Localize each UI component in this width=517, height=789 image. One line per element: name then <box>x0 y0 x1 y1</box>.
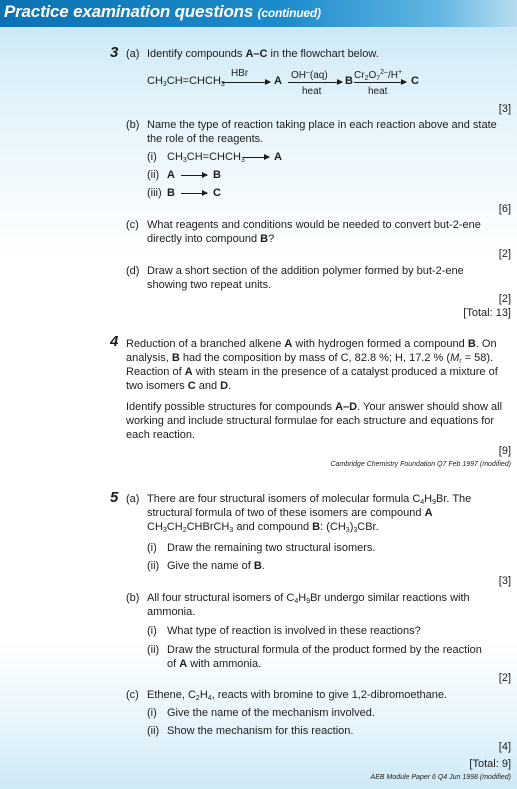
q5a-ii-label: (ii) <box>147 560 160 572</box>
q4-line4: two isomers C and D. <box>126 380 232 392</box>
q5a-line3: $CH_3CH_2CHBrCH_3$ and compound B: $(CH_3)_3CBr$. <box>147 521 379 534</box>
q3d-line1: Draw a short section of the addition polymer formed by but-2-ene <box>147 265 464 277</box>
question-4-number: 4 <box>110 333 119 350</box>
flow-condition-2: heat <box>302 86 322 97</box>
flow-product-b: B <box>345 75 353 87</box>
q3d-label: (d) <box>126 265 140 277</box>
q5b-ii-line1: Draw the structural formula of the product formed by the reaction <box>167 644 482 656</box>
q3b-line1: Name the type of reaction taking place in each reaction above and state <box>147 119 497 131</box>
q5b-line2: ammonia. <box>147 606 196 618</box>
q5a-label: (a) <box>126 493 140 505</box>
q3b-ii-to: B <box>213 169 221 181</box>
q3-total: [Total: 13] <box>463 307 511 319</box>
q4-source: Cambridge Chemistry Foundation Q7 Feb 1997 (modified) <box>330 461 511 468</box>
page-subtitle: (continued) <box>257 6 321 20</box>
q4-line3: Reaction of A with steam in the presence of a catalyst produced a mixture of <box>126 366 498 378</box>
q3b-ii-from: A <box>167 169 175 181</box>
question-3-number: 3 <box>110 44 119 61</box>
q5c-ii-text: Show the mechanism for this reaction. <box>167 725 354 737</box>
q3d-line2: showing two repeat units. <box>147 279 272 291</box>
q3c-line1: What reagents and conditions would be needed to convert but-2-ene <box>147 219 481 231</box>
q4-line2: analysis, B had the composition by mass of C, 82.8 %; H, 17.2 % $(M_r = 58)$. <box>126 352 494 365</box>
q5a-line2: structural formula of two of these isomers are compound A <box>147 507 433 519</box>
q5b-ii-label: (ii) <box>147 644 160 656</box>
question-5-number: 5 <box>110 489 119 506</box>
flow-arrow-3 <box>354 82 406 83</box>
page-title: Practice examination questions (continued) <box>4 2 321 21</box>
flow-start-compound: $CH_3CH=CHCH_3$ <box>147 75 225 88</box>
q5b-ii-line2: of A with ammonia. <box>167 658 262 670</box>
flow-product-c: C <box>411 75 419 87</box>
q5a-line1: There are four structural isomers of molecular formula $C_4H_9Br$. The <box>147 493 472 506</box>
q5a-i-text: Draw the remaining two structural isomers. <box>167 542 376 554</box>
q4-marks: [9] <box>498 445 511 457</box>
q5c-i-label: (i) <box>147 707 157 719</box>
q3b-i-product: A <box>274 151 282 163</box>
q4-line7: each reaction. <box>126 429 196 441</box>
flow-reagent-3: $Cr_2O_7^{2-}/H^+$ <box>354 69 403 82</box>
q4-line6: working and include structural formulae for each structure and equations for <box>126 415 495 427</box>
q5a-ii-text: Give the name of B. <box>167 560 265 572</box>
flow-arrow-1 <box>222 82 270 83</box>
q3d-marks: [2] <box>498 293 511 305</box>
flow-reagent-2: OH–(aq) <box>291 69 328 81</box>
q5a-i-label: (i) <box>147 542 157 554</box>
q4-line5: Identify possible structures for compounds A–D. Your answer should show all <box>126 401 503 413</box>
q3b-iii-arrow <box>181 193 207 194</box>
q5c-marks: [4] <box>498 741 511 753</box>
q3c-marks: [2] <box>498 248 511 260</box>
q5-total: [Total: 9] <box>469 758 511 770</box>
q3c-line2: directly into compound B? <box>147 233 275 245</box>
q3b-iii-from: B <box>167 187 175 199</box>
q3b-i-label: (i) <box>147 151 157 163</box>
q3b-line2: the role of the reagents. <box>147 133 264 145</box>
q5c-label: (c) <box>126 689 139 701</box>
q5b-marks: [2] <box>498 672 511 684</box>
flow-condition-3: heat <box>368 86 388 97</box>
q3b-iii-to: C <box>213 187 221 199</box>
q3b-ii-arrow <box>181 175 207 176</box>
q3a-text: Identify compounds A–C in the flowchart below. <box>147 48 379 60</box>
q3b-i-reactant: $CH_3CH=CHCH_3$ <box>167 151 245 164</box>
q4-line1: Reduction of a branched alkene A with hydrogen formed a compound B. On <box>126 338 497 350</box>
q3b-iii-label: (iii) <box>147 187 162 199</box>
q5a-marks: [3] <box>498 575 511 587</box>
q5b-i-label: (i) <box>147 625 157 637</box>
q3b-label: (b) <box>126 119 140 131</box>
q3c-label: (c) <box>126 219 139 231</box>
q3a-label: (a) <box>126 48 140 60</box>
q3b-marks: [6] <box>498 203 511 215</box>
q3a-marks: [3] <box>498 103 511 115</box>
q3b-ii-label: (ii) <box>147 169 160 181</box>
flow-reagent-1: HBr <box>231 68 249 79</box>
q5b-label: (b) <box>126 592 140 604</box>
q5b-i-text: What type of reaction is involved in these reactions? <box>167 625 421 637</box>
q5b-line1: All four structural isomers of $C_4H_9Br$ undergo similar reactions with <box>147 592 470 605</box>
header-banner <box>0 0 517 27</box>
q5c-line1: Ethene, $C_2H_4$, reacts with bromine to give 1,2-dibromoethane. <box>147 689 448 702</box>
flow-arrow-2 <box>288 82 342 83</box>
q5c-ii-label: (ii) <box>147 725 160 737</box>
q5-source: AEB Module Paper 6 Q4 Jun 1998 (modified) <box>370 774 511 781</box>
flow-product-a: A <box>274 75 282 87</box>
q5c-i-text: Give the name of the mechanism involved. <box>167 707 375 719</box>
q3b-i-arrow <box>243 157 269 158</box>
